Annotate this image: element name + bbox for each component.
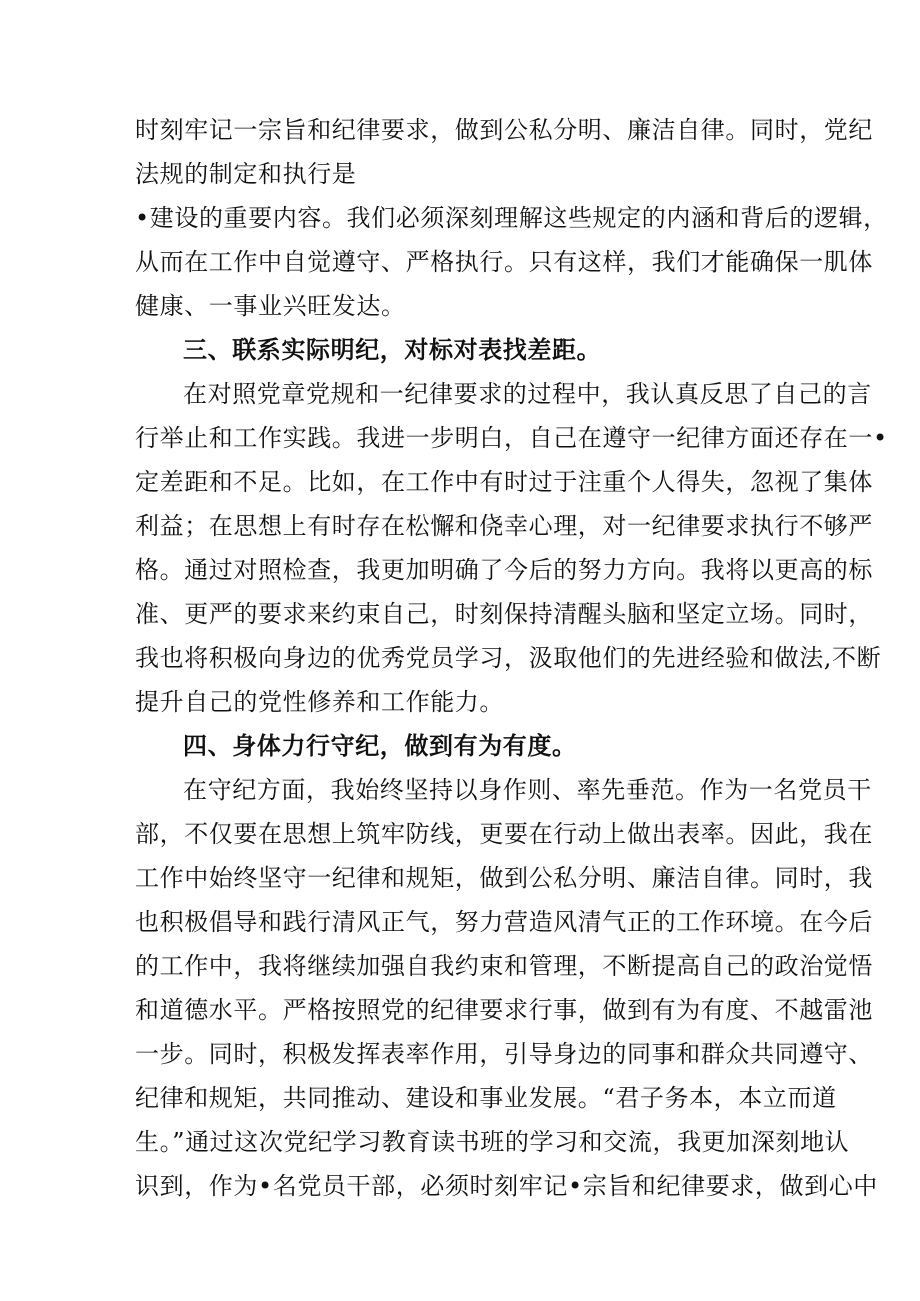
body-text-line: •建设的重要内容。我们必须深刻理解这些规定的内涵和背后的逻辑， (135, 204, 888, 232)
body-text-line: 的工作中，我将继续加强自我约束和管理，不断提高自己的政治觉悟 (135, 952, 873, 980)
body-text-line: 和道德水平。严格按照党的纪律要求行事，做到有为有度、不越雷池 (135, 996, 873, 1024)
section-heading-3: 三、联系实际明纪，对标对表找差距。 (183, 336, 602, 364)
body-text-line: 健康、一事业兴旺发达。 (135, 292, 406, 320)
body-text-line: 从而在工作中自觉遵守、严格执行。只有这样，我们才能确保一肌体 (135, 248, 873, 276)
body-text-line: 生。”通过这次党纪学习教育读书班的学习和交流，我更加深刻地认 (135, 1128, 850, 1156)
body-text-line: 我也将积极向身边的优秀党员学习，汲取他们的先进经验和做法,不断 (135, 644, 882, 672)
body-text-line: 一步。同时，积极发挥表率作用，引导身边的同事和群众共同遵守、 (135, 1040, 873, 1068)
body-text-line: 定差距和不足。比如，在工作中有时过于注重个人得失，忽视了集体 (135, 468, 873, 496)
body-text-line: 识到，作为•名党员干部，必须时刻牢记•宗旨和纪律要求，做到心中 (135, 1172, 878, 1200)
body-text-line: 部，不仅要在思想上筑牢防线，更要在行动上做出表率。因此，我在 (135, 820, 873, 848)
section-heading-4: 四、身体力行守纪，做到有为有度。 (183, 732, 577, 760)
body-text-line: 提升自己的党性修养和工作能力。 (135, 688, 504, 716)
body-text-line: 格。通过对照检查，我更加明确了今后的努力方向。我将以更高的标 (135, 556, 873, 584)
body-text-line: 行举止和工作实践。我进一步明白，自己在遵守一纪律方面还存在一• (135, 424, 888, 452)
paragraph-first-line: 在守纪方面，我始终坚持以身作则、率先垂范。作为一名党员干 (183, 776, 872, 804)
body-text-line: 时刻牢记一宗旨和纪律要求，做到公私分明、廉洁自律。同时，党纪 (135, 116, 873, 144)
body-text-line: 利益；在思想上有时存在松懈和侥幸心理，对一纪律要求执行不够严 (135, 512, 873, 540)
body-text-line: 也积极倡导和践行清风正气，努力营造风清气正的工作环境。在今后 (135, 908, 873, 936)
body-text-line: 准、更严的要求来约束自己，时刻保持清醒头脑和坚定立场。同时， (135, 600, 873, 628)
body-text-line: 工作中始终坚守一纪律和规矩，做到公私分明、廉洁自律。同时，我 (135, 864, 873, 892)
body-text-line: 纪律和规矩，共同推动、建设和事业发展。“君子务本，本立而道 (135, 1084, 837, 1112)
paragraph-first-line: 在对照党章党规和一纪律要求的过程中，我认真反思了自己的言 (183, 380, 872, 408)
body-text-line: 法规的制定和执行是 (135, 160, 357, 188)
